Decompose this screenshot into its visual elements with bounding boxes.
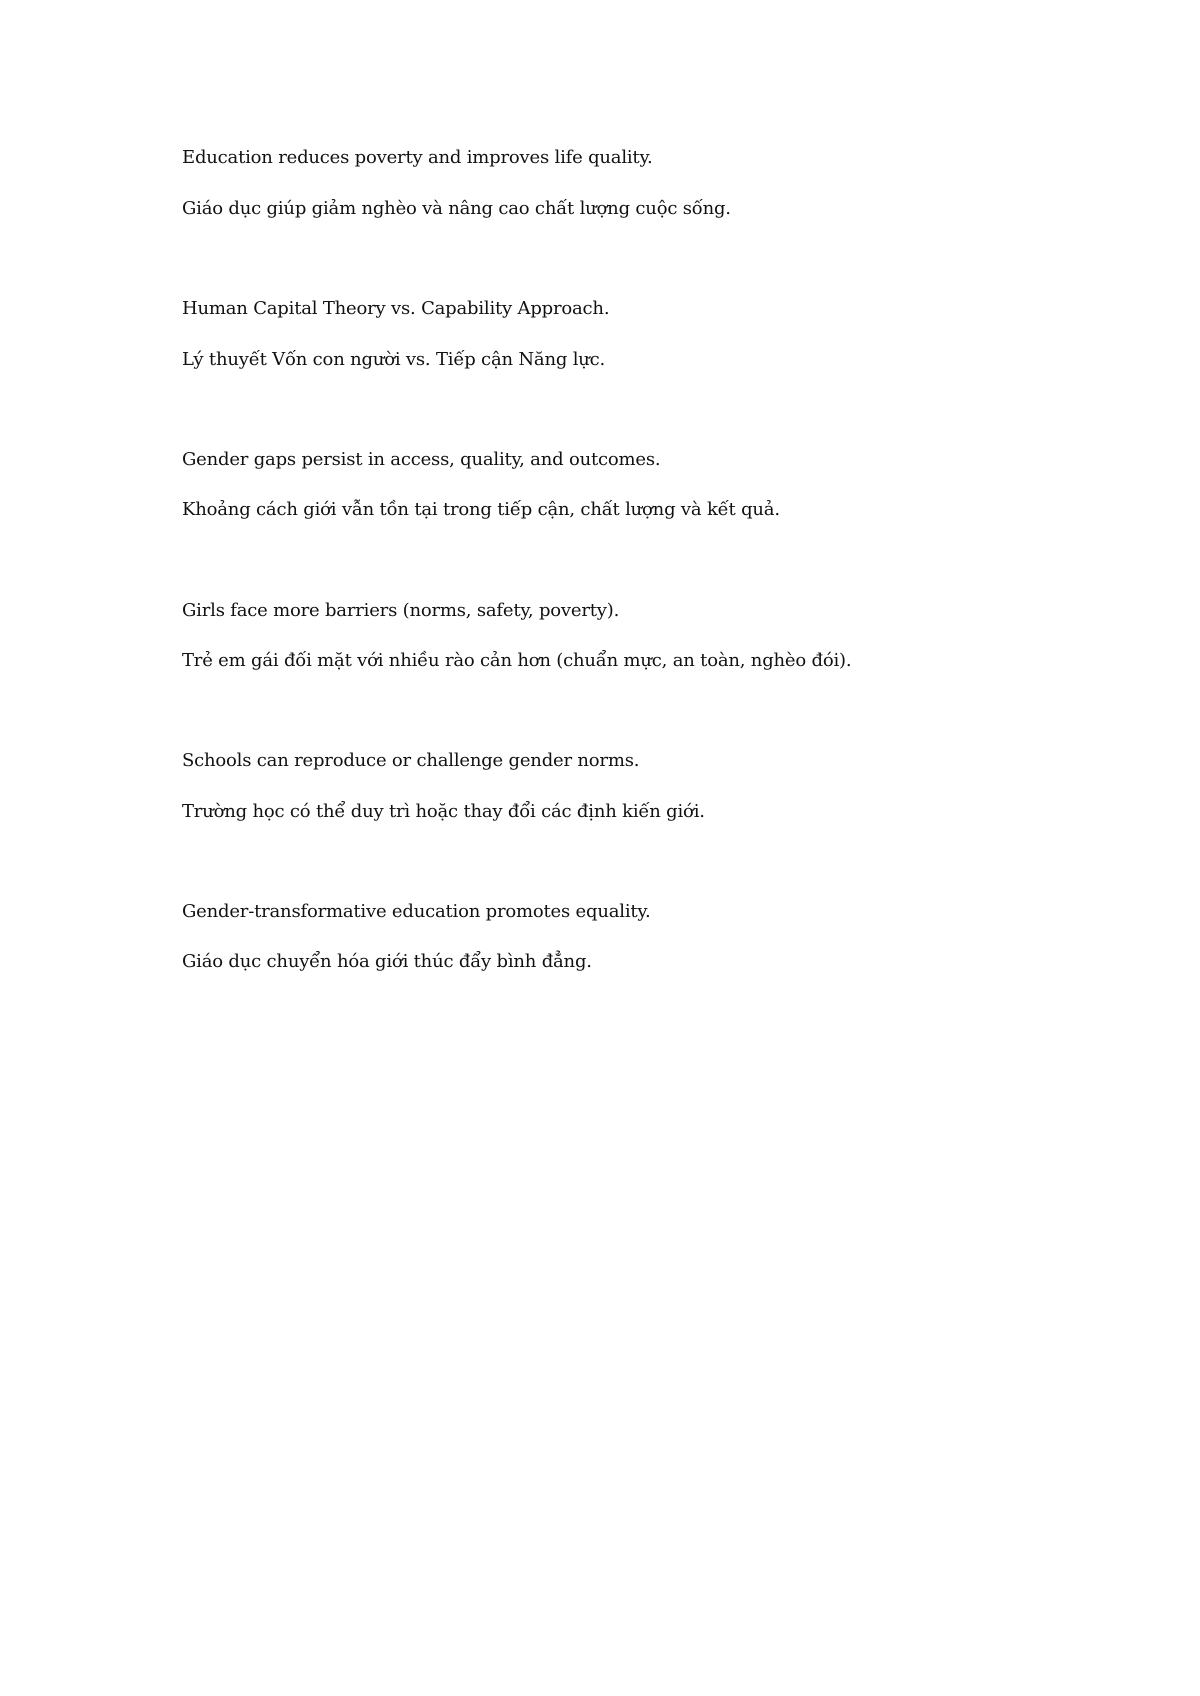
paragraph-3-english: Gender gaps persist in access, quality, and outcomes. [182, 449, 661, 470]
paragraph-5-vietnamese: Trường học có thể duy trì hoặc thay đổi các định kiến giới. [182, 801, 705, 822]
paragraph-6-vietnamese: Giáo dục chuyển hóa giới thúc đẩy bình đẳng. [182, 951, 592, 972]
paragraph-1-vietnamese: Giáo dục giúp giảm nghèo và nâng cao chất lượng cuộc sống. [182, 198, 731, 219]
paragraph-4-vietnamese: Trẻ em gái đối mặt với nhiều rào cản hơn (chuẩn mực, an toàn, nghèo đói). [182, 650, 852, 671]
paragraph-1-english: Education reduces poverty and improves life quality. [182, 147, 653, 168]
paragraph-2-english: Human Capital Theory vs. Capability Approach. [182, 298, 610, 319]
paragraph-3-vietnamese: Khoảng cách giới vẫn tồn tại trong tiếp cận, chất lượng và kết quả. [182, 499, 780, 520]
paragraph-4-english: Girls face more barriers (norms, safety, poverty). [182, 600, 620, 621]
paragraph-2-vietnamese: Lý thuyết Vốn con người vs. Tiếp cận Năng lực. [182, 349, 606, 370]
paragraph-5-english: Schools can reproduce or challenge gender norms. [182, 750, 640, 771]
paragraph-6-english: Gender-transformative education promotes equality. [182, 901, 651, 922]
